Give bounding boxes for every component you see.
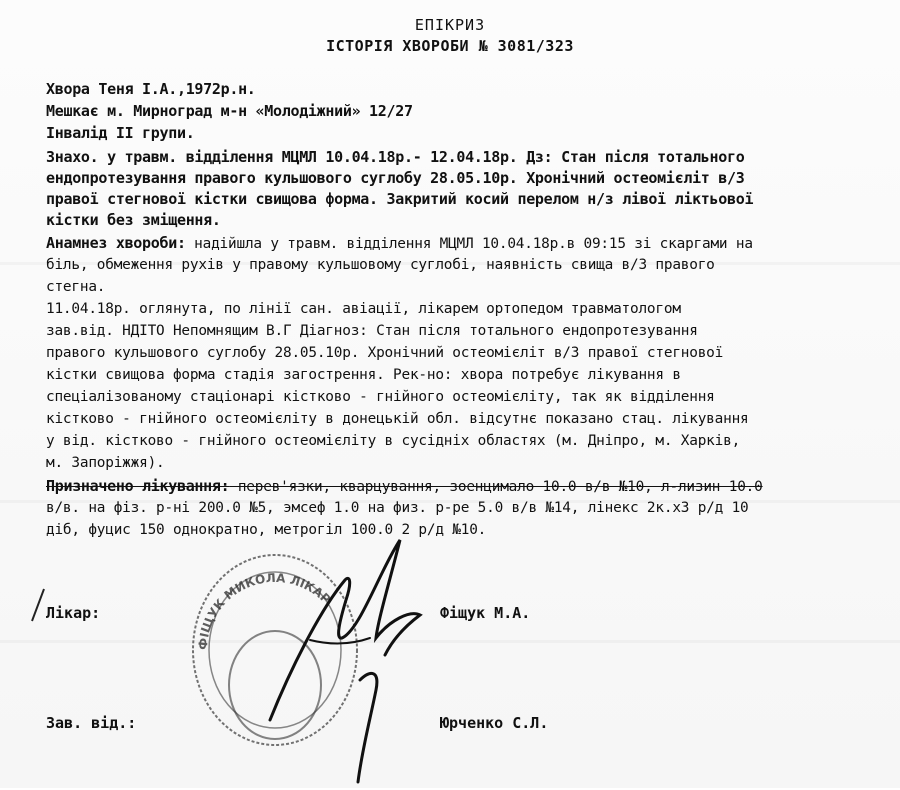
- consult-line-2: зав.від. НДІТО Непомнящим В.Г Діагноз: Стан після тотального ендопротезування: [46, 323, 698, 339]
- consult-line-8: м. Запоріжжя).: [46, 455, 165, 471]
- anamnesis-line-1: [46, 232, 753, 255]
- treatment-line-2: в/в. на фіз. р-ні 200.0 №5, эмсеф 1.0 на физ. р-ре 5.0 в/в №14, лінекс 2к.х3 р/д 10: [46, 500, 749, 516]
- doctor-name: Фіщук М.А.: [440, 604, 531, 622]
- stay-line-1: Знахо. у травм. відділення МЦМЛ 10.04.18р.- 12.04.18р. Дз: Стан після тотального: [46, 148, 745, 166]
- consult-line-1: 11.04.18р. оглянута, по лінії сан. авіації, лікарем ортопедом травматологом: [46, 301, 681, 317]
- consult-line-5: спеціалізованому стаціонарі кістково - гнійного остеомієліту, так як відділення: [46, 389, 715, 405]
- patient-name: Хвора Теня І.А.,1972р.н.: [46, 80, 256, 98]
- consult-line-6: кістково - гнійного остеомієліту в донецькій обл. відсутнє показано стац. лікування: [46, 411, 749, 427]
- patient-disability: Інвалід ІІ групи.: [46, 124, 195, 142]
- stay-line-2: ендопротезування правого кульшового суглобу 28.05.10р. Хронічний остеомієліт в/3: [46, 169, 745, 187]
- treatment-line-1: [46, 475, 763, 498]
- document-title: ЕПІКРИЗ: [414, 16, 486, 34]
- margin-tick-mark: [10, 585, 50, 625]
- stay-line-4: кістки без зміщення.: [46, 211, 221, 229]
- case-history-number: ІСТОРІЯ ХВОРОБИ № 3081/323: [326, 37, 574, 55]
- scan-artifact: [0, 640, 900, 643]
- treatment-line-3: діб, фуцис 150 однократно, метрогіл 100.0 2 р/д №10.: [46, 522, 487, 538]
- consult-line-7: у від. кістково - гнійного остеомієліту в сусідніх областях (м. Дніпро, м. Харків,: [46, 433, 741, 449]
- treatment-text: перев'язки, кварцування, зоенцимало 10.0 в/в №10, л-лизин 10.0: [229, 479, 763, 495]
- consult-line-3: правого кульшового суглобу 28.05.10р. Хронічний остеомієліт в/3 правої стегнової: [46, 345, 724, 361]
- doctor-label: Лікар:: [46, 604, 101, 622]
- head-label: Зав. від.:: [46, 714, 137, 732]
- anamnesis-line-2: біль, обмеження рухів у правому кульшовому суглобі, наявність свища в/3 правого: [46, 257, 715, 273]
- anamnesis-line-3: стегна.: [46, 279, 106, 295]
- head-name: Юрченко С.Л.: [440, 714, 549, 732]
- anamnesis-text: надійшла у травм. відділення МЦМЛ 10.04.18р.в 09:15 зі скаргами на: [185, 236, 753, 252]
- doctor-signature: [250, 520, 450, 790]
- treatment-label: Призначено лікування:: [46, 477, 230, 495]
- anamnesis-label: Анамнез хвороби:: [46, 234, 186, 252]
- consult-line-4: кістки свищова форма стадія загострення. Рек-но: хвора потребує лікування в: [46, 367, 681, 383]
- stamp-text: ФІЩУК МИКОЛА ЛІКАР: [195, 570, 334, 651]
- stay-line-3: правої стегнової кістки свищова форма. Закритий косий перелом н/з лівої ліктьової: [46, 190, 754, 208]
- patient-address: Мешкає м. Мирноград м-н «Молодіжний» 12/27: [46, 102, 413, 120]
